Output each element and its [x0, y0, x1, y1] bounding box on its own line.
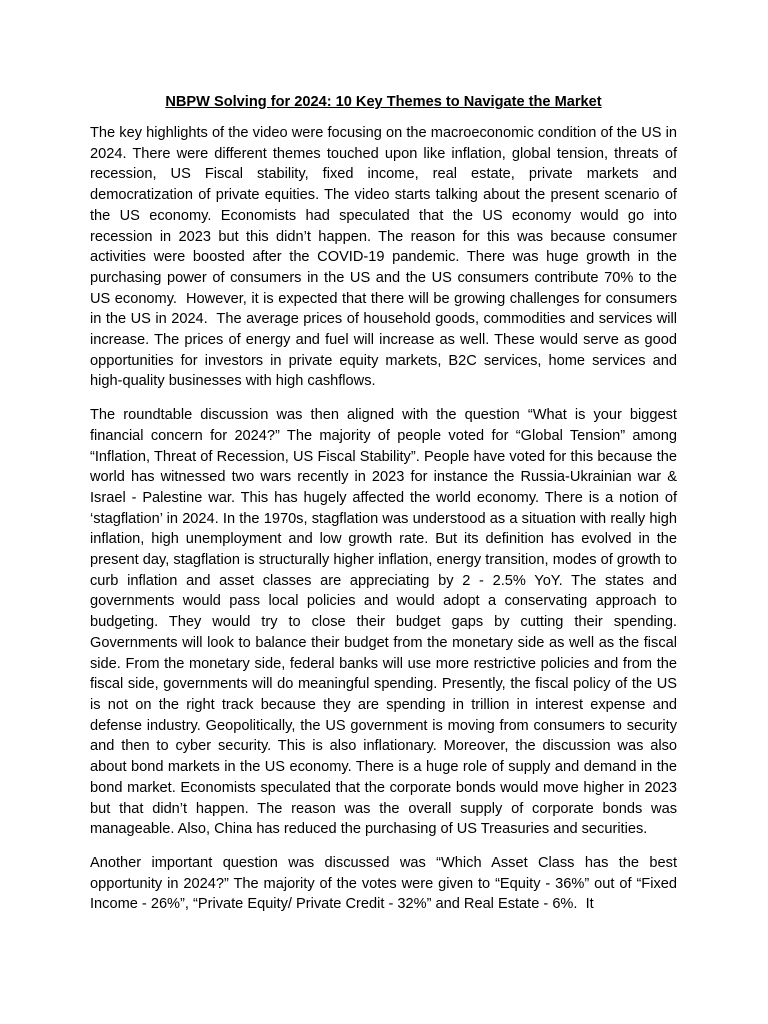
paragraph-intro: The key highlights of the video were focusing on the macroeconomic condition of the US in 2024. There were different themes touched upon like inflation, global tension, threats of recession, US Fiscal stability, fixed income, real estate, private markets and democratization of private equities. The video starts talking about the present scenario of the US economy. Economists had speculated that the US economy would go into recession in 2023 but this didn’t happen. The reason for this was because consumer activities were boosted after the COVID-19 pandemic. There was huge growth in the purchasing power of consumers in the US and the US consumers contribute 70% to the US economy. However, it is expected that there will be growing challenges for consumers in the US in 2024. The average prices of household goods, commodities and services will increase. The prices of energy and fuel will increase as well. These would serve as good opportunities for investors in private equity markets, B2C services, home services and high-quality businesses with high cashflows. — [90, 125, 682, 390]
document-page — [90, 93, 682, 928]
paragraph-roundtable: The roundtable discussion was then aligned with the question “What is your biggest financial concern for 2024?” The majority of people voted for “Global Tension” among “Inflation, Threat of Recession, US Fiscal Stability”. People have voted for this because the world has witnessed two wars recently in 2023 for instance the Russia-Ukrainian war & Israel - Palestine war. This has hugely affected the world economy. There is a notion of ‘stagflation’ in 2024. In the 1970s, stagflation was understood as a situation with really high inflation, high unemployment and low growth rate. But its definition has evolved in the present day, stagflation is structurally higher inflation, energy transition, modes of growth to curb inflation and asset classes are appreciating by 2 - 2.5% YoY. The states and governments would pass local policies and would adopt a conservating approach to budgeting. They would try to close their budget gaps by cutting their spending. Governments will look to balance their budget from the monetary side as well as the fiscal side. From the monetary side, federal banks will use more restrictive policies and from the fiscal side, governments will do meaningful spending. Presently, the fiscal policy of the US is not on the right track because they are spending in trillion in interest expense and defense industry. Geopolitically, the US government is moving from consumers to security and then to cyber security. This is also inflationary. Moreover, the discussion was also about bond markets in the US economy. There is a huge role of supply and demand in the bond market. Economists speculated that the corporate bonds would move higher in 2023 but that didn’t happen. The reason was the overall supply of corporate bonds was manageable. Also, China has reduced the purchasing of US Treasuries and securities. — [90, 407, 682, 838]
document-title: NBPW Solving for 2024: 10 Key Themes to Navigate the Market — [165, 94, 602, 110]
paragraph-asset-class: Another important question was discussed was “Which Asset Class has the best opportunity in 2024?” The majority of the votes were given to “Equity - 36%” out of “Fixed Income - 26%”, “Private Equity/ Private Credit - 32%” and Real Estate - 6%. It — [90, 854, 682, 913]
